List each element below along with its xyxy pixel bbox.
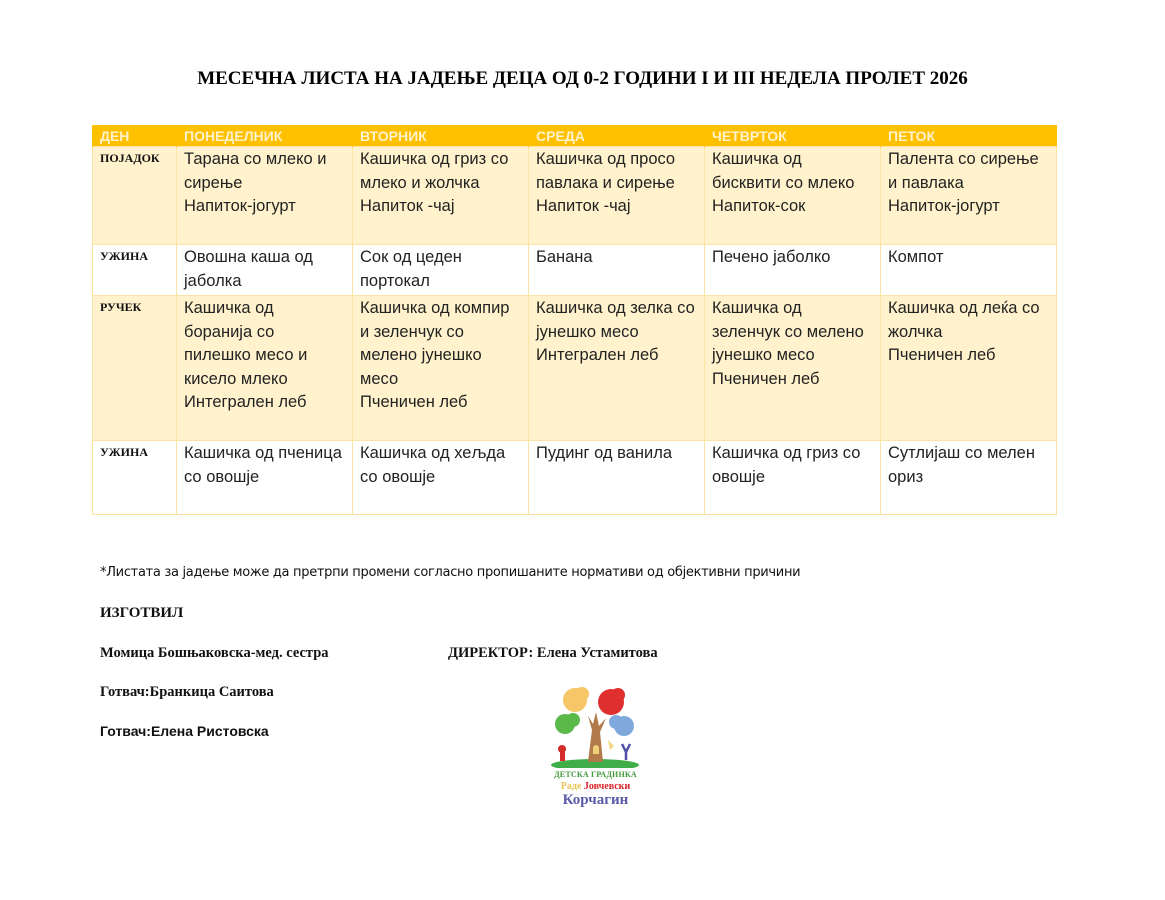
logo-line-3: Корчагин	[562, 792, 629, 808]
meal-label: ПОЈАДОК	[93, 147, 177, 245]
menu-item: Кашичка од компир и зеленчук со мелено јунешко месо	[360, 299, 510, 388]
menu-item: Кашичка од боранија со пилешко месо и кисело млеко	[184, 299, 308, 388]
header-wednesday: СРЕДА	[529, 125, 705, 147]
logo-line-2a: Раде	[560, 781, 582, 792]
menu-item: Напиток-сок	[712, 197, 806, 215]
menu-item: Печено јаболко	[712, 248, 831, 266]
menu-item: Овошна каша од јаболка	[184, 248, 313, 290]
header-thursday: ЧЕТВРТОК	[705, 125, 881, 147]
tree-logo-icon	[548, 686, 643, 768]
menu-item: Банана	[536, 248, 593, 266]
table-row	[93, 296, 1057, 441]
menu-cell-friday	[881, 296, 1057, 441]
menu-cell-wednesday	[529, 147, 705, 245]
menu-cell-tuesday	[353, 245, 529, 296]
menu-item: Кашичка од пченица со овошје	[184, 444, 342, 486]
menu-cell-tuesday	[353, 296, 529, 441]
cook-signature-1: Готвач:Бранкица Саитова	[100, 684, 274, 700]
logo-line-2b: Јовчевски	[583, 781, 631, 792]
disclaimer-note: *Листата за јадење може да претрпи промени согласно пропишаните нормативи од објективни причини	[100, 565, 801, 580]
menu-item: Палента со сирење и павлака	[888, 150, 1039, 192]
menu-item: Сок од цеден портокал	[360, 248, 462, 290]
menu-item: Пченичен леб	[888, 346, 996, 364]
menu-item: Кашичка од гриз со млеко и жолчка	[360, 150, 509, 192]
menu-cell-thursday	[705, 296, 881, 441]
meal-label: РУЧЕК	[93, 296, 177, 441]
director-signature: ДИРЕКТОР: Елена Устамитова	[448, 645, 658, 661]
menu-cell-monday	[177, 296, 353, 441]
menu-cell-friday	[881, 147, 1057, 245]
cook-signature-2: Готвач:Елена Ристовска	[100, 723, 269, 739]
menu-item: Напиток -чај	[360, 197, 455, 215]
menu-cell-wednesday	[529, 245, 705, 296]
logo-line-2	[548, 781, 643, 792]
header-day: ДЕН	[93, 125, 177, 147]
menu-cell-thursday	[705, 147, 881, 245]
menu-item: Тарана со млеко и сирење	[184, 150, 327, 192]
table-header-row	[93, 125, 1057, 147]
meal-label: УЖИНА	[93, 245, 177, 296]
menu-item: Пудинг од ванила	[536, 444, 673, 462]
menu-cell-friday	[881, 441, 1057, 515]
header-tuesday: ВТОРНИК	[353, 125, 529, 147]
menu-cell-wednesday	[529, 441, 705, 515]
menu-item: Интегрален леб	[536, 346, 659, 364]
menu-item: Напиток-јогурт	[888, 197, 1000, 215]
table-row	[93, 147, 1057, 245]
kindergarten-logo	[548, 686, 643, 811]
header-friday: ПЕТОК	[881, 125, 1057, 147]
meal-label: УЖИНА	[93, 441, 177, 515]
page-title: МЕСЕЧНА ЛИСТА НА ЈАДЕЊЕ ДЕЦА ОД 0-2 ГОДИНИ I И III НЕДЕЛА ПРОЛЕТ 2026	[197, 68, 968, 89]
menu-item: Кашичка од бисквити со млеко	[712, 150, 855, 192]
meal-plan-table	[92, 125, 1057, 515]
menu-cell-thursday	[705, 441, 881, 515]
menu-cell-wednesday	[529, 296, 705, 441]
menu-cell-monday	[177, 147, 353, 245]
logo-line-1: ДЕТСКА ГРАДИНКА	[554, 770, 637, 779]
menu-item: Кашичка од леќа со жолчка	[888, 299, 1040, 341]
table-row	[93, 245, 1057, 296]
menu-item: Компот	[888, 248, 944, 266]
menu-item: Пченичен леб	[360, 393, 468, 411]
menu-item: Кашичка од зелка со јунешко месо	[536, 299, 695, 341]
menu-cell-thursday	[705, 245, 881, 296]
menu-item: Интегрален леб	[184, 393, 307, 411]
menu-item: Напиток -чај	[536, 197, 631, 215]
menu-cell-tuesday	[353, 441, 529, 515]
menu-cell-friday	[881, 245, 1057, 296]
menu-item: Кашичка од хељда со овошје	[360, 444, 506, 486]
header-monday: ПОНЕДЕЛНИК	[177, 125, 353, 147]
table-row	[93, 441, 1057, 515]
menu-cell-monday	[177, 245, 353, 296]
menu-item: Напиток-јогурт	[184, 197, 296, 215]
menu-item: Сутлијаш со мелен ориз	[888, 444, 1035, 486]
nurse-signature: Момица Бошњаковска-мед. сестра	[100, 645, 329, 661]
menu-item: Кашичка од гриз со овошје	[712, 444, 861, 486]
menu-item: Кашичка од просо павлака и сирење	[536, 150, 676, 192]
menu-item: Пченичен леб	[712, 369, 820, 388]
menu-cell-tuesday	[353, 147, 529, 245]
prepared-by-label: ИЗГОТВИЛ	[100, 605, 184, 621]
menu-cell-monday	[177, 441, 353, 515]
menu-item: Кашичка од зеленчук со мелено јунешко месо	[712, 299, 864, 364]
